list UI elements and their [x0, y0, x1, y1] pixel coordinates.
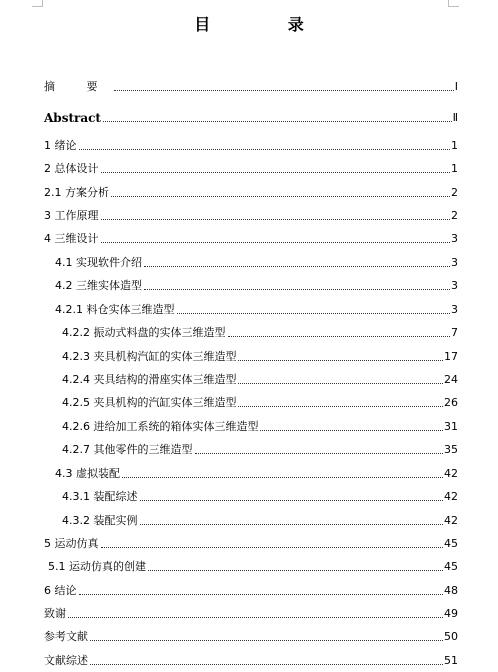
toc-entry-label: 致谢	[44, 607, 66, 620]
toc-entry-abstract-cn[interactable]	[44, 78, 458, 94]
page-corner-mark-right	[448, 0, 459, 7]
toc-entry-label: 4.3 虚拟装配	[55, 467, 120, 480]
toc-entry-page: Ⅱ	[452, 111, 458, 124]
toc-leader	[238, 359, 443, 361]
toc-entry-label: 参考文献	[44, 630, 88, 643]
toc-entry-page: 17	[444, 350, 458, 363]
toc-entry-4-1[interactable]	[55, 254, 458, 270]
toc-entry-label: 4.2.1 料仓实体三维造型	[55, 303, 175, 316]
toc-entry-label: 4.1 实现软件介绍	[55, 256, 142, 269]
toc-entry-2-1[interactable]	[44, 184, 458, 200]
toc-entry-label: 4.2.7 其他零件的三维造型	[62, 443, 193, 456]
toc-leader	[228, 335, 451, 337]
toc-leader	[144, 265, 450, 267]
toc-entry-label: 4.2.6 进给加工系统的箱体实体三维造型	[62, 420, 259, 433]
toc-entry-page: 7	[451, 326, 458, 339]
toc-leader	[79, 148, 451, 150]
toc-leader	[140, 523, 444, 525]
toc-entry-page: 3	[451, 256, 458, 269]
toc-entry-acknowledgements[interactable]	[44, 605, 458, 621]
page-corner-mark-left	[32, 0, 43, 7]
toc-leader	[68, 616, 443, 618]
toc-entry-label: 1 绪论	[44, 139, 77, 152]
toc-entry-page: 2	[451, 186, 458, 199]
toc-entry-page: 45	[444, 537, 458, 550]
toc-entry-4-2-2[interactable]	[62, 324, 458, 340]
toc-leader	[122, 476, 443, 478]
toc-entry-page: 3	[451, 232, 458, 245]
toc-leader	[238, 382, 443, 384]
toc-entry-page: 3	[451, 303, 458, 316]
toc-entry-label: 2 总体设计	[44, 162, 99, 175]
toc-entry-label: 4 三维设计	[44, 232, 99, 245]
toc-leader	[103, 120, 452, 122]
toc-leader	[148, 569, 443, 571]
toc-leader	[101, 171, 451, 173]
toc-entry-page: 49	[444, 607, 458, 620]
toc-entry-label: 4.2.2 振动式料盘的实体三维造型	[62, 326, 226, 339]
toc-leader	[195, 452, 444, 454]
toc-entry-page: 26	[444, 396, 458, 409]
toc-leader	[144, 288, 450, 290]
toc-leader	[79, 593, 444, 595]
toc-entry-page: 48	[444, 584, 458, 597]
toc-leader	[114, 89, 454, 91]
toc-leader	[140, 499, 444, 501]
toc-entry-label: 4.2.3 夹具机构汽缸的实体三维造型	[62, 350, 237, 363]
toc-leader	[238, 405, 443, 407]
toc-entry-page: 51	[444, 654, 458, 667]
toc-entry-label: 4.3.2 装配实例	[62, 514, 138, 527]
toc-entry-4-3-2[interactable]	[62, 512, 458, 528]
toc-entry-label: Abstract	[44, 111, 101, 125]
toc-entry-label: 6 结论	[44, 584, 77, 597]
toc-entry-4-2-6[interactable]	[62, 418, 458, 434]
toc-entry-references[interactable]	[44, 628, 458, 644]
toc-entry-page: 50	[444, 630, 458, 643]
toc-title: 目 录	[194, 15, 340, 34]
toc-entry-4-3[interactable]	[55, 465, 458, 481]
toc-entry-2[interactable]	[44, 160, 458, 176]
toc-entry-abstract-en[interactable]	[44, 109, 458, 125]
toc-entry-page: 45	[444, 560, 458, 573]
toc-entry-page: 42	[444, 490, 458, 503]
toc-entry-4-2-5[interactable]	[62, 394, 458, 410]
toc-entry-page: 3	[451, 279, 458, 292]
toc-entry-label: 文献综述	[44, 654, 88, 667]
toc-entry-page: 42	[444, 467, 458, 480]
toc-leader	[177, 312, 451, 314]
toc-leader	[101, 218, 451, 220]
toc-entry-page: Ⅰ	[454, 80, 458, 93]
toc-entry-page: 42	[444, 514, 458, 527]
toc-entry-4-2-7[interactable]	[62, 441, 458, 457]
toc-entry-1[interactable]	[44, 137, 458, 153]
toc-entry-label: 4.2.4 夹具结构的滑座实体三维造型	[62, 373, 237, 386]
toc-entry-4-2-4[interactable]	[62, 371, 458, 387]
toc-leader	[260, 429, 443, 431]
toc-entry-4-2-1[interactable]	[55, 301, 458, 317]
toc-entry-4-2-3[interactable]	[62, 348, 458, 364]
toc-entry-page: 24	[444, 373, 458, 386]
toc-entry-label: 4.2 三维实体造型	[55, 279, 142, 292]
toc-entry-label: 3 工作原理	[44, 209, 99, 222]
toc-leader	[111, 195, 450, 197]
toc-entry-3[interactable]	[44, 207, 458, 223]
toc-leader	[90, 639, 443, 641]
toc-entry-page: 31	[444, 420, 458, 433]
toc-entry-page: 1	[451, 162, 458, 175]
toc-entry-label: 摘 要	[44, 80, 112, 93]
toc-entry-5-1[interactable]	[48, 558, 458, 574]
toc-entry-label: 2.1 方案分析	[44, 186, 109, 199]
toc-leader	[90, 663, 443, 665]
toc-leader	[101, 241, 451, 243]
toc-entry-page: 2	[451, 209, 458, 222]
toc-entry-5[interactable]	[44, 535, 458, 551]
toc-entry-label: 5.1 运动仿真的创建	[48, 560, 146, 573]
toc-entry-4-3-1[interactable]	[62, 488, 458, 504]
toc-entry-label: 5 运动仿真	[44, 537, 99, 550]
toc-entry-label: 4.3.1 装配综述	[62, 490, 138, 503]
toc-entry-page: 1	[451, 139, 458, 152]
toc-entry-label: 4.2.5 夹具机构的汽缸实体三维造型	[62, 396, 237, 409]
toc-entry-4-2[interactable]	[55, 277, 458, 293]
toc-entry-6[interactable]	[44, 582, 458, 598]
toc-entry-page: 35	[444, 443, 458, 456]
toc-entry-literature-review[interactable]	[44, 652, 458, 668]
toc-entry-4[interactable]	[44, 230, 458, 246]
toc-leader	[101, 546, 444, 548]
